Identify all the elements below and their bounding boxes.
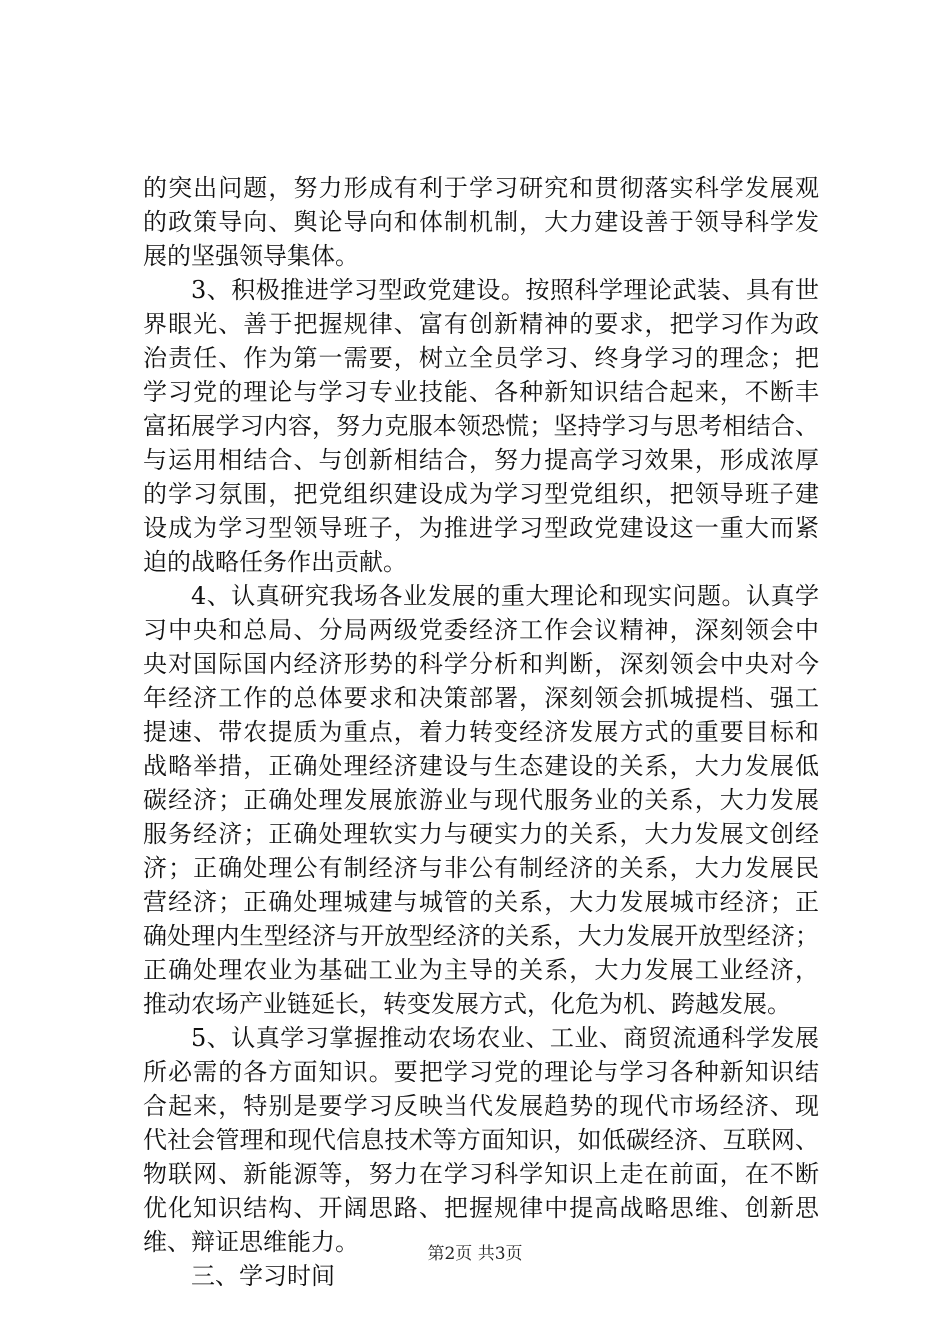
text-line: 战略举措，正确处理经济建设与生态建设的关系，大力发展低 — [143, 752, 819, 780]
text-line: 代社会管理和现代信息技术等方面知识，如低碳经济、互联网、 — [143, 1126, 819, 1154]
text-line: 所必需的各方面知识。要把学习党的理论与学习各种新知识结 — [143, 1058, 819, 1086]
page-footer: 第2页 共3页 — [427, 1244, 523, 1264]
text-line: 优化知识结构、开阔思路、把握规律中提高战略思维、创新思 — [143, 1194, 819, 1222]
document-body — [143, 171, 819, 1293]
text-line: 的学习氛围，把党组织建设成为学习型党组织，把领导班子建 — [143, 480, 819, 508]
text-line: 确处理内生型经济与开放型经济的关系，大力发展开放型经济； — [143, 922, 819, 950]
text-line: 习中央和总局、分局两级党委经济工作会议精神，深刻领会中 — [143, 616, 819, 644]
text-line: 3、积极推进学习型政党建设。按照科学理论武装、具有世 — [191, 276, 819, 304]
text-line: 提速、带农提质为重点，着力转变经济发展方式的重要目标和 — [143, 718, 819, 746]
text-line: 设成为学习型领导班子，为推进学习型政党建设这一重大而紧 — [143, 514, 819, 542]
text-line: 营经济；正确处理城建与城管的关系，大力发展城市经济；正 — [143, 888, 819, 916]
text-line: 4、认真研究我场各业发展的重大理论和现实问题。认真学 — [191, 582, 819, 610]
text-line: 服务经济；正确处理软实力与硬实力的关系，大力发展文创经 — [143, 820, 819, 848]
text-line: 治责任、作为第一需要，树立全员学习、终身学习的理念；把 — [143, 344, 819, 372]
text-line: 的突出问题，努力形成有利于学习研究和贯彻落实科学发展观 — [143, 174, 819, 202]
text-line: 展的坚强领导集体。 — [143, 242, 359, 270]
text-line: 物联网、新能源等，努力在学习科学知识上走在前面，在不断 — [143, 1160, 819, 1188]
text-line: 合起来，特别是要学习反映当代发展趋势的现代市场经济、现 — [143, 1092, 819, 1120]
text-line: 5、认真学习掌握推动农场农业、工业、商贸流通科学发展 — [191, 1024, 819, 1052]
text-line: 推动农场产业链延长，转变发展方式，化危为机、跨越发展。 — [143, 990, 791, 1018]
text-line: 三、学习时间 — [191, 1262, 335, 1290]
text-line: 济；正确处理公有制经济与非公有制经济的关系，大力发展民 — [143, 854, 819, 882]
text-line: 正确处理农业为基础工业为主导的关系，大力发展工业经济， — [143, 956, 819, 984]
text-line: 年经济工作的总体要求和决策部署，深刻领会抓城提档、强工 — [143, 684, 819, 712]
text-line: 学习党的理论与学习专业技能、各种新知识结合起来，不断丰 — [143, 378, 819, 406]
text-line: 的政策导向、舆论导向和体制机制，大力建设善于领导科学发 — [143, 208, 819, 236]
text-line: 富拓展学习内容，努力克服本领恐慌；坚持学习与思考相结合、 — [143, 412, 819, 440]
text-line: 维、辩证思维能力。 — [143, 1228, 359, 1256]
text-line: 碳经济；正确处理发展旅游业与现代服务业的关系，大力发展 — [143, 786, 819, 814]
text-line: 迫的战略任务作出贡献。 — [143, 548, 407, 576]
text-line: 与运用相结合、与创新相结合，努力提高学习效果，形成浓厚 — [143, 446, 819, 474]
text-line: 界眼光、善于把握规律、富有创新精神的要求，把学习作为政 — [143, 310, 819, 338]
text-line: 央对国际国内经济形势的科学分析和判断，深刻领会中央对今 — [143, 650, 819, 678]
